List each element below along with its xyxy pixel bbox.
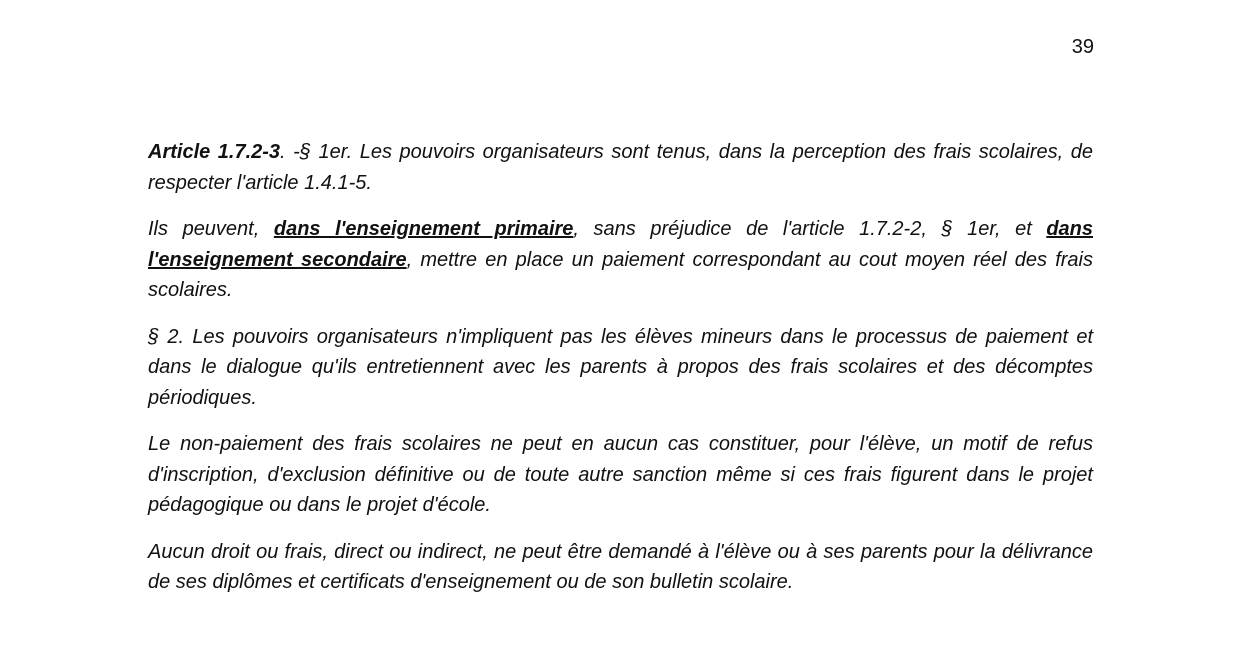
emphasis-secondary-education: dans l'enseignement secondaire (148, 218, 1094, 271)
page-number: 39 (1071, 36, 1094, 58)
paragraph-article-intro (148, 137, 1093, 198)
paragraph-diplomas: Aucun droit ou frais, direct ou indirect, ne peut être demandé à l'élève ou à ses parents pour la délivrance de ses diplômes et certificats d'enseignement ou de son bulletin scolaire. (148, 540, 1093, 593)
paragraph-section-2: § 2. Les pouvoirs organisateurs n'impliquent pas les élèves mineurs dans le processus de paiement et dans le dialogue qu'ils entretiennent avec les parents à propos des frais scolaires et des décomptes périodiques. (148, 325, 1093, 409)
article-reference: Article 1.7.2-3 (148, 141, 281, 163)
paragraph-text: , sans préjudice de l'article 1.7.2-2, § 1er, et (573, 218, 1047, 240)
paragraph-text: , mettre en place un paiement correspondant au cout moyen réel des frais scolaires. (148, 248, 1093, 301)
emphasis-primary-education: dans l'enseignement primaire (273, 218, 574, 240)
paragraph-text: . -§ 1er. Les pouvoirs organisateurs sont tenus, dans la perception des frais scolaires, de respecter l'article 1.4.1-5. (148, 141, 1093, 194)
paragraph-payment-option (148, 214, 1093, 306)
paragraph-non-payment: Le non-paiement des frais scolaires ne peut en aucun cas constituer, pour l'élève, un motif de refus d'inscription, d'exclusion définitive ou de toute autre sanction même si ces frais figurent dans le projet pédagogique ou dans le projet d'école. (148, 433, 1093, 516)
document-body (148, 137, 1093, 614)
paragraph-text: Ils peuvent, (148, 218, 274, 240)
